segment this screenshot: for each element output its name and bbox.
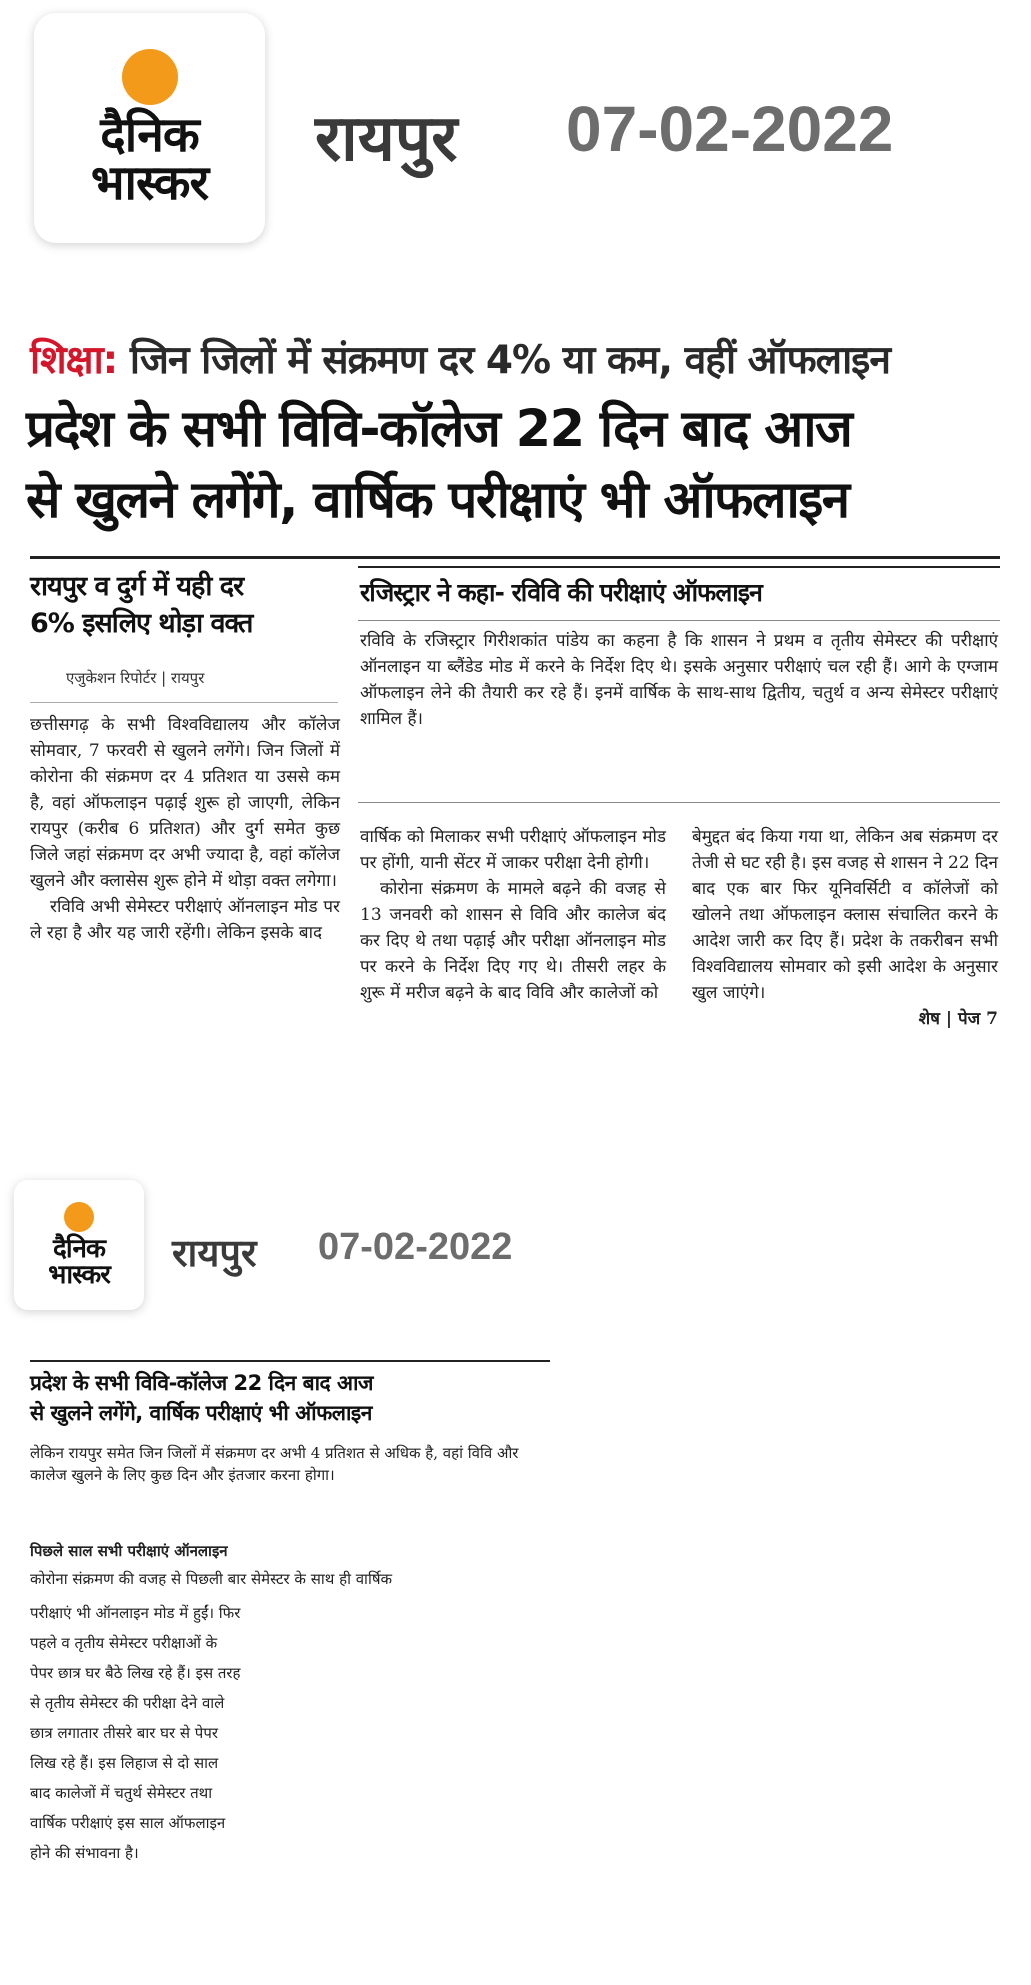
logo-small-line-1: दैनिक <box>53 1234 105 1264</box>
headline-rule <box>30 556 1000 559</box>
cont-headline-line-2: से खुलने लगेंगे, वार्षिक परीक्षाएं भी ऑफलाइन <box>30 1401 372 1425</box>
kicker-text: जिन जिलों में संक्रमण दर 4% या कम, वहीं ऑफलाइन <box>117 338 890 383</box>
article-kicker <box>30 332 890 385</box>
headline-line-2: से खुलने लगेंगे, वार्षिक परीक्षाएं भी ऑफलाइन <box>26 471 849 530</box>
logo-small-line-2: भास्कर <box>48 1260 110 1290</box>
col3-paragraph-1: बेमुद्दत बंद किया गया था, लेकिन अब संक्रमण दर तेजी से घट रही है। इस वजह से शासन ने 22 दिन बाद एक बार फिर यूनिवर्सिटी व कॉलेजों को खोलने तथा ऑफलाइन क्लास संचालित करने के आदेश जारी कर दिए हैं। प्रदेश के तकरीबन सभी विश्वविद्यालय सोमवार को इसी आदेश के अनुसार खुल जाएंगे। <box>692 827 998 1003</box>
header-city-small: रायपुर <box>172 1233 257 1275</box>
column-3 <box>692 824 998 1032</box>
dainik-bhaskar-logo <box>34 13 265 243</box>
header-city: रायपुर <box>315 102 458 174</box>
sidebar-bottom-rule <box>358 802 1000 803</box>
col2-paragraph-2: कोरोना संक्रमण के मामले बढ़ने की वजह से 13 जनवरी को शासन से विवि और कालेज बंद कर दिए थे तथा पढ़ाई और परीक्षा ऑनलाइन मोड पर करने के निर्देश दिए गए थे। तीसरी लहर के शुरू में मरीज बढ़ने के बाद विवि और कालेजों को <box>360 879 666 1003</box>
continuation-paragraph-1: लेकिन रायपुर समेत जिन जिलों में संक्रमण दर अभी 4 प्रतिशत से अधिक है, वहां विवि और कालेज खुलने के लिए कुछ दिन और इंतजार करना होगा। <box>30 1444 519 1484</box>
col1-paragraph-1: छत्तीसगढ़ के सभी विश्वविद्यालय और कॉलेज सोमवार, 7 फरवरी से खुलने लगेंगे। जिन जिलों में कोरोना की संक्रमण दर 4 प्रतिशत या उससे कम है, वहां ऑफलाइन पढ़ाई शुरू हो जाएगी, लेकिन रायपुर (करीब 6 प्रतिशत) और दुर्ग समेत कुछ जिले जहां संक्रमण दर अभी ज्यादा है, वहां कॉलेज खुलने और क्लासेस शुरू होने में थोड़ा वक्त लगेगा। <box>30 715 340 891</box>
continued-on-page: शेष | पेज 7 <box>918 1009 998 1029</box>
registrar-subhead-rule <box>358 620 1000 621</box>
article-headline <box>26 394 851 536</box>
headline-line-1: प्रदेश के सभी विवि-कॉलेज 22 दिन बाद आज <box>26 400 852 459</box>
column-1 <box>30 712 340 946</box>
sidebar-top-rule <box>358 566 1000 568</box>
kicker-label: शिक्षा: <box>30 338 118 383</box>
logo-line-1: दैनिक <box>100 107 199 163</box>
sun-icon <box>122 49 178 105</box>
left-sub-line-2: 6% इसलिए थोड़ा वक्त <box>30 608 253 639</box>
byline-rule <box>30 702 338 703</box>
left-subheadline <box>30 568 340 642</box>
col1-paragraph-2: रविवि अभी सेमेस्टर परीक्षाएं ऑनलाइन मोड पर ले रहा है और यह जारी रहेंगी। लेकिन इसके बाद <box>30 897 340 943</box>
byline: एजुकेशन रिपोर्टर | रायपुर <box>66 669 205 687</box>
dainik-bhaskar-logo-small <box>14 1180 144 1310</box>
col2-paragraph-1: वार्षिक को मिलाकर सभी परीक्षाएं ऑफलाइन मोड पर होंगी, यानी सेंटर में जाकर परीक्षा देनी होगी। <box>360 827 666 873</box>
registrar-paragraph: रविवि के रजिस्ट्रार गिरीशकांत पांडेय का कहना है कि शासन ने प्रथम व तृतीय सेमेस्टर की परीक्षाएं ऑनलाइन या ब्लैंडेड मोड में करने के निर्देश दिए थे। इसके अनुसार परीक्षाएं चल रही हैं। आगे के एग्जाम ऑफलाइन लेने की तैयारी कर रहे हैं। इनमें वार्षिक के साथ-साथ द्वितीय, चतुर्थ व अन्य सेमेस्टर परीक्षाएं शामिल हैं। <box>360 631 998 729</box>
left-sub-line-1: रायपुर व दुर्ग में यही दर <box>30 571 244 602</box>
registrar-subhead: रजिस्ट्रार ने कहा- रविवि की परीक्षाएं ऑफलाइन <box>360 578 762 607</box>
continuation-paragraph-2-wide: कोरोना संक्रमण की वजह से पिछली बार सेमेस्टर के साथ ही वार्षिक <box>30 1570 393 1588</box>
column-2 <box>360 824 666 1006</box>
sun-icon-small <box>64 1202 94 1232</box>
logo-line-2: भास्कर <box>90 155 209 211</box>
continuation-top-rule <box>30 1360 550 1362</box>
continuation-headline <box>30 1368 570 1428</box>
continuation-subhead: पिछले साल सभी परीक्षाएं ऑनलाइन <box>30 1542 228 1560</box>
header-date-small: 07-02-2022 <box>318 1226 513 1268</box>
continuation-paragraph-2-narrow: परीक्षाएं भी ऑनलाइन मोड में हुईं। फिर पहले व तृतीय सेमेस्टर परीक्षाओं के पेपर छात्र घर बैठे लिख रहे हैं। इस तरह से तृतीय सेमेस्टर की परीक्षा देने वाले छात्र लगातार तीसरे बार घर से पेपर लिख रहे हैं। इस लिहाज से दो साल बाद कालेजों में चतुर्थ सेमेस्टर तथा वार्षिक परीक्षाएं इस साल ऑफलाइन होने की संभावना है। <box>30 1604 241 1862</box>
header-date: 07-02-2022 <box>566 93 894 165</box>
cont-headline-line-1: प्रदेश के सभी विवि-कॉलेज 22 दिन बाद आज <box>30 1371 374 1395</box>
